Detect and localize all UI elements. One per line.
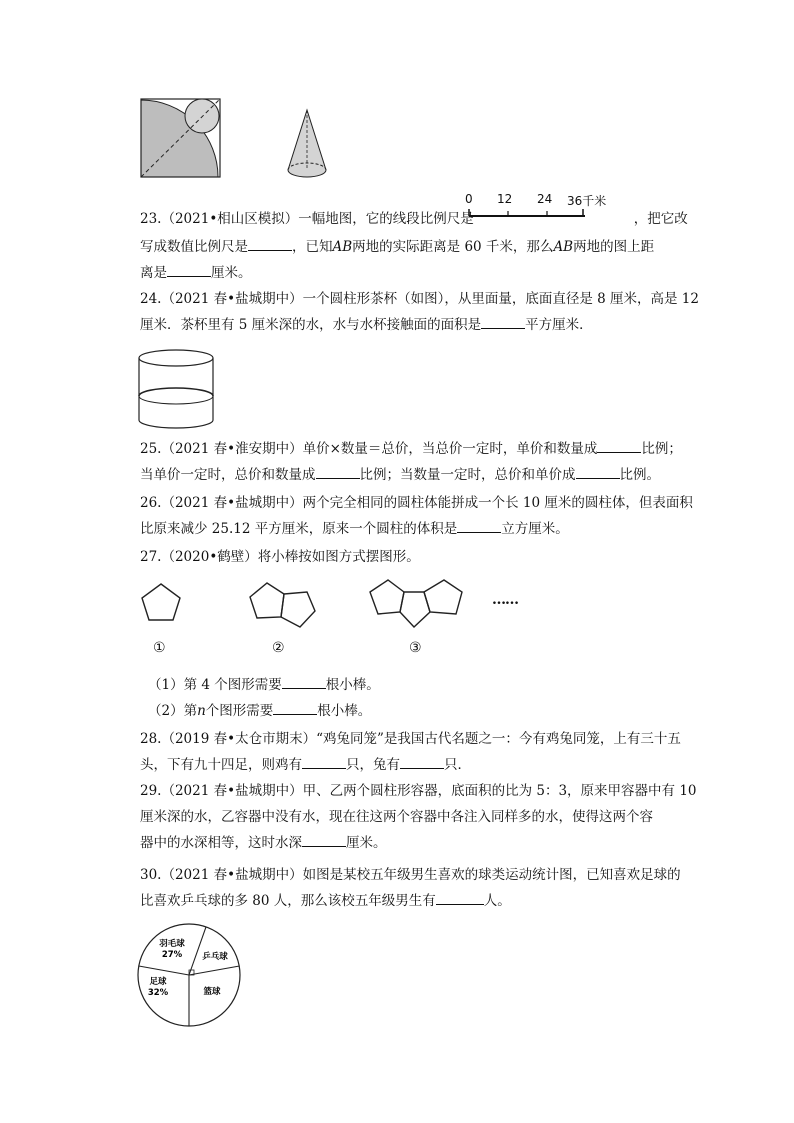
answer-blank[interactable] [457, 520, 501, 533]
answer-blank[interactable] [576, 466, 620, 479]
q25-line2: 当单价一定时，总价和数量成 比例；当数量一定时，总价和单价成 比例。 [140, 467, 660, 483]
ellipsis-dots: …… [492, 592, 518, 608]
slice-value-badminton: 27% [161, 950, 183, 960]
scale-bar [465, 192, 625, 222]
answer-blank[interactable] [248, 238, 292, 251]
q23-line1: 23.（2021•相山区模拟）一幅地图，它的线段比例尺是 ，把它改 [140, 211, 688, 227]
slice-label-football: 足球 [149, 977, 167, 987]
scale-label-12: 12 [497, 192, 513, 206]
slice-label-badminton: 羽毛球 [159, 939, 185, 949]
figure-label-3: ③ [409, 640, 422, 656]
q28-line1: 28.（2019 春•太仓市期末）“鸡兔同笼”是我国古代名题之一：今有鸡兔同笼，上有三十五 [140, 731, 681, 747]
cylinder-cup-figure [136, 348, 216, 430]
answer-blank[interactable] [436, 892, 484, 905]
q24-line1: 24.（2021 春•盐城期中）一个圆柱形茶杯（如图），从里面量，底面直径是 8 厘米，高是 12 [140, 291, 699, 307]
q27-sub1: （1）第 4 个图形需要 根小棒。 [148, 677, 380, 693]
answer-blank[interactable] [167, 264, 211, 277]
q30-line1: 30.（2021 春•盐城期中）如图是某校五年级男生喜欢的球类运动统计图，已知喜欢足球的 [140, 867, 681, 883]
q23-line2: 写成数值比例尺是 ，已知AB两地的实际距离是 60 千米，那么AB两地的图上距 [140, 239, 655, 255]
pie-chart [136, 922, 242, 1028]
q29-line1: 29.（2021 春•盐城期中）甲、乙两个圆柱形容器，底面积的比为 5：3，原来甲容器中有 10 [140, 783, 697, 799]
q26-line1: 26.（2021 春•盐城期中）两个完全相同的圆柱体能拼成一个长 10 厘米的圆柱体，但表面积 [140, 495, 693, 511]
q25-line1: 25.（2021 春•淮安期中）单价×数量＝总价，当总价一定时，单价和数量成 比例； [140, 441, 682, 457]
slice-label-pingpong: 乒乓球 [202, 952, 228, 962]
square-quarter-circle-figure [140, 98, 222, 178]
q29-line3: 器中的水深相等，这时水深 厘米。 [140, 835, 387, 851]
figure-label-1: ① [153, 640, 166, 656]
pentagon-figure-2 [244, 578, 320, 630]
q29-line2: 厘米深的水，乙容器中没有水，现在往这两个容器中各注入同样多的水，使得这两个容 [140, 809, 653, 825]
q24-line2: 厘米．茶杯里有 5 厘米深的水，水与水杯接触面的面积是 平方厘米． [140, 317, 593, 333]
small-circle [185, 99, 219, 133]
answer-blank[interactable] [481, 316, 525, 329]
answer-blank[interactable] [273, 702, 317, 715]
answer-blank[interactable] [400, 756, 444, 769]
q27-line1: 27.（2020•鹤壁）将小棒按如图方式摆图形。 [140, 549, 420, 565]
answer-blank[interactable] [597, 440, 641, 453]
pentagon-figure-3 [366, 574, 468, 632]
pentagon-figure-1 [138, 582, 184, 626]
scale-label-0: 0 [465, 192, 473, 206]
answer-blank[interactable] [302, 834, 346, 847]
scale-label-24: 24 [537, 192, 553, 206]
q27-sub2: （2）第n个图形需要 根小棒。 [148, 703, 372, 719]
answer-blank[interactable] [282, 676, 326, 689]
answer-blank[interactable] [316, 466, 360, 479]
scale-label-36: 36千米 [567, 194, 607, 208]
q30-line2: 比喜欢乒乓球的多 80 人，那么该校五年级男生有 人。 [140, 893, 511, 909]
cone-figure [282, 108, 332, 180]
q26-line2: 比原来减少 25.12 平方厘米，原来一个圆柱的体积是 立方厘米。 [140, 521, 569, 537]
answer-blank[interactable] [302, 756, 346, 769]
slice-label-basketball: 篮球 [203, 987, 221, 997]
q28-line2: 头，下有九十四足，则鸡有 只，兔有 只． [140, 757, 471, 773]
q23-line3: 离是 厘米。 [140, 265, 252, 281]
figure-label-2: ② [272, 640, 285, 656]
slice-value-football: 32% [147, 988, 169, 998]
